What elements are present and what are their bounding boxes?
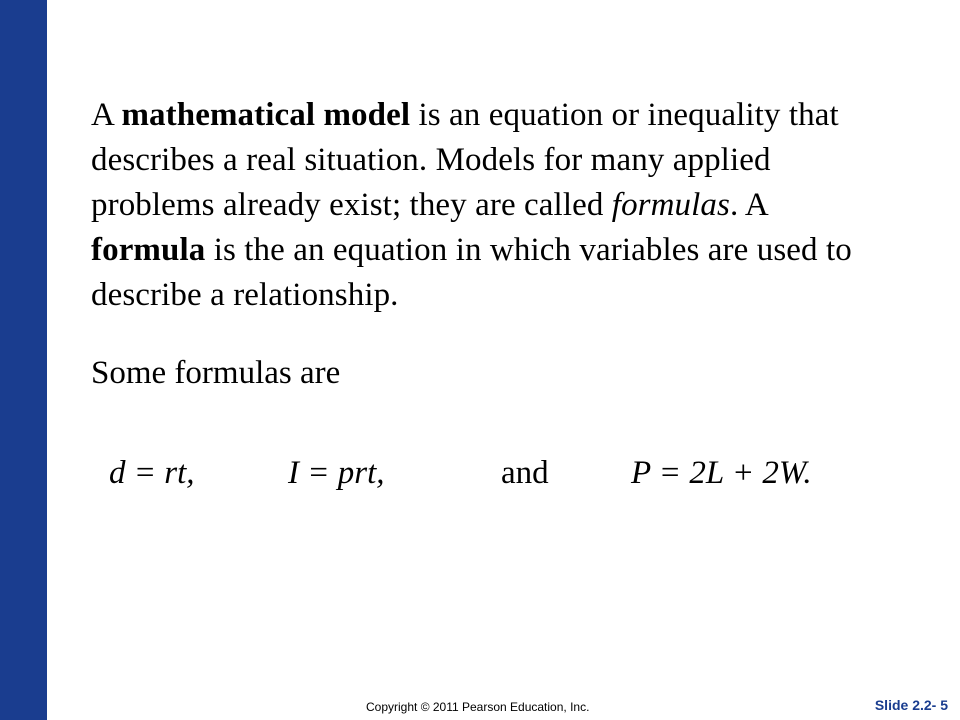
term-mathematical-model: mathematical model: [121, 97, 411, 133]
definition-text-2: is an equation or inequality that describes a real situation. Models for many applied problems already exist; they are called: [91, 97, 839, 223]
formula-perimeter: P = 2L + 2W.: [631, 455, 812, 491]
slide-number: Slide 2.2- 5: [874, 697, 948, 713]
definition-text-4: is the an equation in which variables are used to describe a relationship.: [91, 232, 852, 313]
formula-connector: and: [501, 455, 549, 491]
copyright-notice: Copyright © 2011 Pearson Education, Inc.: [366, 700, 590, 714]
definition-text-1: A: [91, 97, 122, 133]
formulas-intro: Some formulas are: [91, 355, 341, 391]
term-formulas-italic: formulas: [611, 187, 730, 223]
formula-interest: I = prt,: [288, 455, 385, 491]
formula-distance: d = rt,: [109, 455, 195, 491]
definition-paragraph: [91, 93, 881, 318]
definition-text-3: . A: [729, 187, 767, 223]
term-formula: formula: [91, 232, 206, 268]
slide-sidebar: [0, 0, 47, 720]
